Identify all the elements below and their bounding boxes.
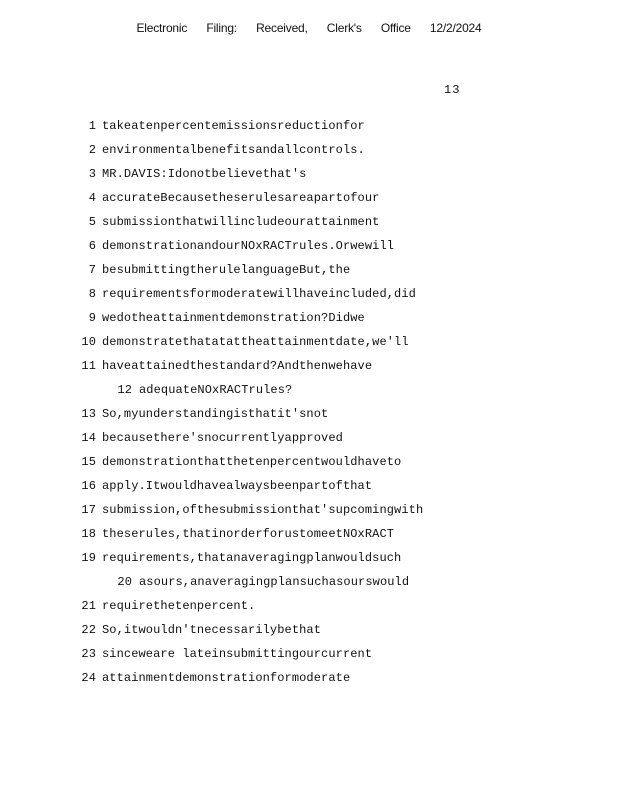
line-text: takeatenpercentemissionsreductionfor	[102, 119, 365, 133]
line-text: wedotheattainmentdemonstration?Didwe	[102, 311, 365, 325]
filing-header	[0, 21, 618, 35]
line-number: 24	[81, 671, 96, 685]
line-text: besubmittingtherulelanguageBut,the	[102, 263, 351, 277]
header-part: Received,	[256, 21, 308, 35]
line-number: 19	[81, 551, 96, 565]
line-number-wrap	[66, 431, 96, 449]
line-number: 22	[81, 623, 96, 637]
line-number-wrap	[102, 575, 132, 593]
line-number-wrap	[66, 359, 96, 377]
line-number-wrap	[66, 263, 96, 281]
line-number-wrap	[66, 311, 96, 329]
line-number-wrap	[66, 623, 96, 641]
header-part: Clerk's	[326, 21, 362, 35]
line-text: attainmentdemonstrationformoderate	[102, 671, 351, 685]
page-number: 13	[444, 83, 461, 97]
line-number: 16	[81, 479, 96, 493]
line-number: 13	[81, 407, 96, 421]
line-number-wrap	[66, 335, 96, 353]
line-number-wrap	[66, 239, 96, 257]
header-part: Electronic	[136, 21, 188, 35]
line-number: 9	[88, 311, 96, 325]
line-number: 2	[88, 143, 96, 157]
line-text: asours,anaveragingplansuchasourswould	[139, 575, 410, 589]
line-number-wrap	[66, 287, 96, 305]
line-text: submissionthatwillincludeourattainment	[102, 215, 380, 229]
line-number: 10	[81, 335, 96, 349]
line-number-wrap	[66, 503, 96, 521]
line-number-wrap	[66, 599, 96, 617]
line-text: environmentalbenefitsandallcontrols.	[102, 143, 365, 157]
line-text: So,myunderstandingisthatit'snot	[102, 407, 329, 421]
line-number: 15	[81, 455, 96, 469]
line-number: 11	[81, 359, 96, 373]
line-number: 8	[88, 287, 96, 301]
line-number-wrap	[66, 551, 96, 569]
line-number: 5	[88, 215, 96, 229]
line-number-wrap	[66, 191, 96, 209]
line-number: 23	[81, 647, 96, 661]
line-number-wrap	[66, 119, 96, 137]
line-text: requirements,thatanaveragingplanwouldsuch	[102, 551, 402, 565]
line-number-wrap	[66, 671, 96, 689]
line-number: 12	[117, 383, 132, 397]
line-number: 18	[81, 527, 96, 541]
line-number-wrap	[66, 647, 96, 665]
line-text: MR.DAVIS:Idonotbelievethat's	[102, 167, 307, 181]
line-number-wrap	[66, 167, 96, 185]
line-number-wrap	[66, 143, 96, 161]
line-text: accurateBecausetheserulesareapartofour	[102, 191, 380, 205]
line-text: apply.Itwouldhavealwaysbeenpartofthat	[102, 479, 373, 493]
line-text: submission,ofthesubmissionthat'supcomingwith	[102, 503, 424, 517]
line-text: requirethetenpercent.	[102, 599, 256, 613]
header-date: 12/2/2024	[429, 21, 482, 35]
line-number-wrap	[66, 215, 96, 233]
line-text: requirementsformoderatewillhaveincluded,did	[102, 287, 416, 301]
line-text: demonstrationthatthetenpercentwouldhaveto	[102, 455, 402, 469]
line-text: sinceweare lateinsubmittingourcurrent	[102, 647, 373, 661]
line-number-wrap	[102, 383, 132, 401]
line-number: 20	[117, 575, 132, 589]
line-text: theserules,thatinorderforustomeetNOxRACT	[102, 527, 395, 541]
line-number: 3	[88, 167, 96, 181]
line-number-wrap	[66, 527, 96, 545]
line-text: haveattainedthestandard?Andthenwehave	[102, 359, 373, 373]
line-text: adequateNOxRACTrules?	[139, 383, 293, 397]
line-number: 6	[88, 239, 96, 253]
line-number-wrap	[66, 407, 96, 425]
header-part: Filing:	[206, 21, 237, 35]
line-number: 7	[88, 263, 96, 277]
line-number: 21	[81, 599, 96, 613]
line-text: So,itwouldn'tnecessarilybethat	[102, 623, 322, 637]
line-text: becausethere'snocurrentlyapproved	[102, 431, 343, 445]
line-number-wrap	[66, 479, 96, 497]
line-number: 17	[81, 503, 96, 517]
line-number-wrap	[66, 455, 96, 473]
line-number: 4	[88, 191, 96, 205]
header-part: Office	[380, 21, 411, 35]
line-number: 14	[81, 431, 96, 445]
line-text: demonstrationandourNOxRACTrules.Orwewill	[102, 239, 395, 253]
line-text: demonstratethatatattheattainmentdate,we'll	[102, 335, 409, 349]
line-number: 1	[88, 119, 96, 133]
